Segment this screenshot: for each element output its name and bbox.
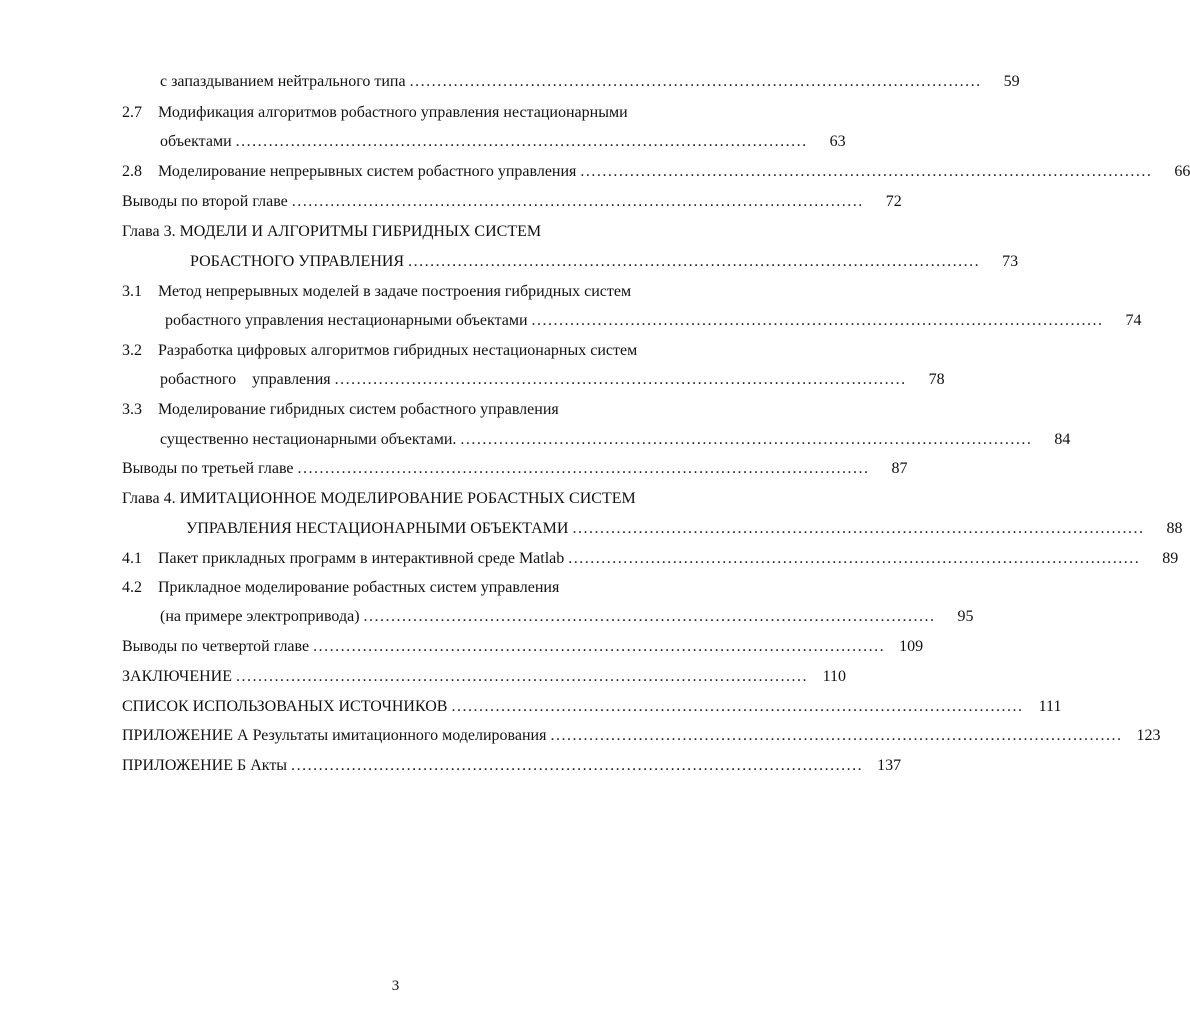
toc-entry-text: Пакет прикладных программ в интерактивной среде Matlab	[158, 550, 565, 567]
toc-page-number: 84	[1054, 431, 1071, 448]
leader-dots: ........................................................................................................	[550, 727, 1123, 744]
toc-entry	[165, 309, 1142, 333]
toc-entry	[122, 665, 846, 689]
leader-dots: ........................................................................................................	[291, 193, 864, 210]
toc-page-number: 73	[1002, 253, 1019, 270]
toc-entry	[160, 70, 1020, 94]
toc-page-number: 63	[829, 133, 846, 150]
toc-entry-text: Глава 4. ИМИТАЦИОННОЕ МОДЕЛИРОВАНИЕ РОБАСТНЫХ СИСТЕМ	[122, 490, 636, 507]
toc-entry-text: (на примере электропривода)	[160, 608, 360, 625]
toc-entry	[122, 576, 559, 600]
leader-dots: ........................................................................................................	[460, 431, 1033, 448]
toc-entry-text: ПРИЛОЖЕНИЕ Б Акты	[122, 757, 288, 774]
toc-entry-text: ЗАКЛЮЧЕНИЕ	[122, 668, 232, 685]
leader-dots: ........................................................................................................	[297, 460, 870, 477]
leader-dots: ........................................................................................................	[409, 73, 982, 90]
leader-dots: ........................................................................................................	[363, 608, 936, 625]
toc-page-number: 72	[885, 193, 902, 210]
toc-page-number: 87	[891, 460, 908, 477]
toc-entry	[122, 280, 631, 304]
section-number: 3.2	[122, 342, 142, 359]
toc-entry	[122, 695, 1062, 719]
toc-entry	[160, 130, 846, 154]
toc-entry-text: Прикладное моделирование робастных систем управления	[158, 579, 560, 596]
toc-page-number: 137	[877, 757, 902, 774]
toc-entry-text: Модификация алгоритмов робастного управления нестационарными	[158, 104, 628, 121]
leader-dots: ........................................................................................................	[313, 638, 886, 655]
toc-page-number: 74	[1125, 312, 1142, 329]
toc-page-number: 88	[1166, 520, 1183, 537]
leader-dots: ........................................................................................................	[235, 133, 808, 150]
leader-dots: ........................................................................................................	[334, 371, 907, 388]
toc-entry	[122, 398, 559, 422]
chapter-heading	[122, 220, 541, 244]
leader-dots: ........................................................................................................	[235, 668, 808, 685]
toc-entry-text: Выводы по третьей главе	[122, 460, 294, 477]
section-number: 2.8	[122, 163, 142, 180]
section-number: 3.1	[122, 283, 142, 300]
toc-entry	[122, 190, 902, 214]
toc-entry	[122, 160, 1190, 184]
leader-dots: ........................................................................................................	[408, 253, 981, 270]
toc-entry-text: УПРАВЛЕНИЯ НЕСТАЦИОНАРНЫМИ ОБЪЕКТАМИ	[186, 520, 569, 537]
toc-entry	[190, 250, 1019, 274]
toc-entry	[122, 724, 1161, 748]
toc-entry-text: Метод непрерывных моделей в задаче построения гибридных систем	[158, 283, 632, 300]
toc-entry-text: Выводы по второй главе	[122, 193, 288, 210]
toc-page-number: 78	[928, 371, 945, 388]
leader-dots: ........................................................................................................	[291, 757, 864, 774]
toc-entry-text: объектами	[160, 133, 232, 150]
toc-entry	[122, 547, 1179, 571]
toc-entry-text: РОБАСТНОГО УПРАВЛЕНИЯ	[190, 253, 405, 270]
toc-entry	[186, 517, 1183, 541]
toc-entry-text: СПИСОК ИСПОЛЬЗОВАНЫХ ИСТОЧНИКОВ	[122, 698, 448, 715]
toc-entry	[160, 428, 1071, 452]
toc-page-number: 89	[1162, 550, 1179, 567]
toc-entry-text: робастного управления нестационарными объектами	[165, 312, 528, 329]
toc-entry	[122, 635, 924, 659]
section-number: 3.3	[122, 401, 142, 418]
toc-page-number: 59	[1003, 73, 1020, 90]
chapter-heading	[122, 487, 636, 511]
toc-entry-text: Выводы по четвертой главе	[122, 638, 310, 655]
toc-page-number: 123	[1136, 727, 1161, 744]
toc-entry-text: робастного управления	[160, 371, 331, 388]
toc-entry-text: Моделирование непрерывных систем робастного управления	[158, 163, 577, 180]
toc-page-number: 109	[899, 638, 924, 655]
toc-entry-text: ПРИЛОЖЕНИЕ А Результаты имитационного моделирования	[122, 727, 547, 744]
leader-dots: ........................................................................................................	[451, 698, 1024, 715]
toc-page-number: 111	[1038, 698, 1062, 715]
toc-page-number: 95	[957, 608, 974, 625]
toc-entry-text: с запаздыванием нейтрального типа	[160, 73, 406, 90]
toc-page-number: 66	[1174, 163, 1190, 180]
toc-entry	[160, 605, 974, 629]
section-number: 4.1	[122, 550, 142, 567]
leader-dots: ........................................................................................................	[568, 550, 1141, 567]
toc-entry-text: Разработка цифровых алгоритмов гибридных нестационарных систем	[158, 342, 638, 359]
toc-page-number: 110	[822, 668, 846, 685]
page-number: 3	[391, 978, 400, 994]
toc-entry	[122, 339, 637, 363]
toc-entry-text: существенно нестационарными объектами.	[160, 431, 457, 448]
leader-dots: ........................................................................................................	[580, 163, 1153, 180]
section-number: 2.7	[122, 104, 142, 121]
leader-dots: ........................................................................................................	[531, 312, 1104, 329]
leader-dots: ........................................................................................................	[572, 520, 1145, 537]
toc-entry	[122, 457, 908, 481]
toc-entry	[122, 101, 628, 125]
toc-entry-text: Моделирование гибридных систем робастного управления	[158, 401, 559, 418]
toc-entry	[160, 368, 945, 392]
toc-entry	[122, 754, 902, 778]
section-number: 4.2	[122, 579, 142, 596]
toc-entry-text: Глава 3. МОДЕЛИ И АЛГОРИТМЫ ГИБРИДНЫХ СИСТЕМ	[122, 223, 542, 240]
